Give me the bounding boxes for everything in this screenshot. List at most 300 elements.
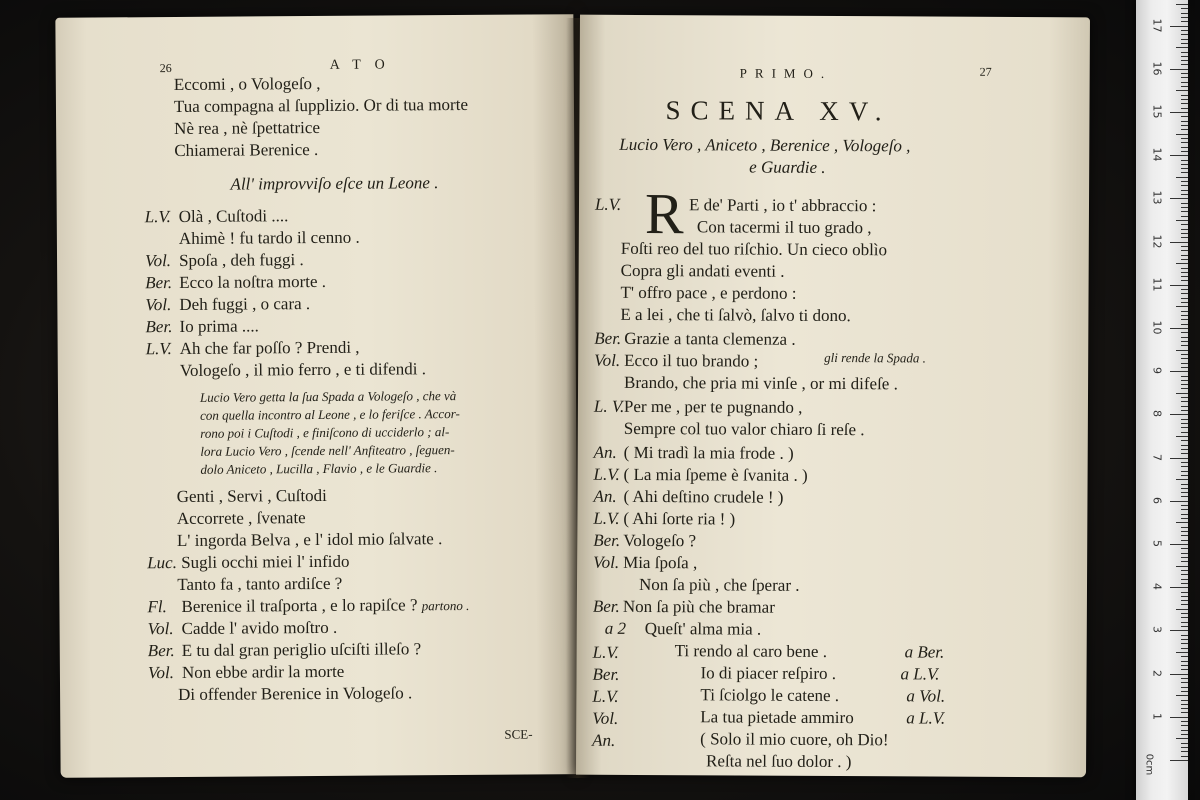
ruler-tick [1181, 665, 1188, 666]
speech: Per me , per te pugnando , [623, 396, 803, 417]
ruler-tick [1181, 224, 1188, 225]
ruler-tick [1170, 112, 1188, 113]
ruler-tick [1181, 574, 1188, 575]
text-line: Nè rea , nè ſpettatrice [174, 117, 321, 138]
ruler-tick [1170, 285, 1188, 286]
ruler-tick [1181, 194, 1188, 195]
ruler-tick [1181, 540, 1188, 541]
ruler-tick [1181, 108, 1188, 109]
ruler-tick [1176, 4, 1188, 5]
ruler-tick [1170, 198, 1188, 199]
ruler-tick [1181, 704, 1188, 705]
ruler-tick [1181, 121, 1188, 122]
ruler-tick [1181, 52, 1188, 53]
dialogue-line: E a lei , che ti ſalvò, ſalvo ti dono. [620, 304, 851, 326]
ruler-tick [1181, 583, 1188, 584]
dialogue-line [594, 329, 795, 350]
ruler-tick [1181, 99, 1188, 100]
ruler-tick [1181, 164, 1188, 165]
speaker: Vol. [594, 350, 621, 370]
speaker: Vol. [147, 619, 174, 639]
running-head: ATO [329, 57, 399, 73]
dialogue-line [179, 228, 360, 249]
speech: Grazie a tanta clemenza . [624, 328, 796, 349]
ruler-tick [1176, 350, 1188, 351]
dialogue-line: Brando, che pria mi vinſe , or mi difeſe . [624, 372, 898, 394]
ruler-tick [1181, 272, 1188, 273]
ruler-tick [1181, 432, 1188, 433]
ruler-tick [1181, 358, 1188, 359]
speech: Olà , Cuſtodi .... [178, 206, 289, 226]
page-number: 26 [159, 61, 172, 76]
ruler-tick [1181, 484, 1188, 485]
ruler-tick [1181, 13, 1188, 14]
ruler-tick [1181, 617, 1188, 618]
dialogue-line: E de' Parti , io t' abbraccio : [688, 195, 877, 216]
ruler-tick [1181, 751, 1188, 752]
dialogue-line [145, 250, 304, 271]
dialogue-line [148, 662, 345, 683]
speaker: Ber. [145, 273, 173, 293]
addressee: a Vol. [906, 686, 946, 706]
ruler-tick [1181, 527, 1188, 528]
speech: Queſt' alma mia . [644, 619, 762, 639]
ruler-tick [1181, 514, 1188, 515]
speaker: An. [593, 442, 617, 462]
ruler-number: 17 [1150, 18, 1164, 33]
speech: Spoſa , deh fuggi . [178, 250, 304, 270]
ruler-tick [1181, 730, 1188, 731]
ruler-tick [1176, 566, 1188, 567]
ruler-tick [1176, 134, 1188, 135]
ruler-tick [1181, 557, 1188, 558]
ruler-tick [1181, 423, 1188, 424]
ruler-tick [1181, 440, 1188, 441]
dialogue-line [147, 552, 349, 573]
dialogue-line [145, 272, 326, 293]
dialogue-line [148, 639, 421, 661]
speech: Accorrete , ſvenate [176, 508, 306, 528]
ruler-tick [1181, 125, 1188, 126]
ruler-tick [1181, 535, 1188, 536]
dialogue-line [605, 619, 761, 640]
text-line: Tua compagna al ſupplizio. Or di tua morte [173, 94, 469, 116]
ruler-tick [1181, 276, 1188, 277]
ruler-tick [1170, 717, 1188, 718]
characters-list-cont: e Guardie . [749, 157, 826, 177]
dialogue-line [593, 553, 697, 574]
ruler-tick [1176, 522, 1188, 523]
dialogue-line [594, 397, 803, 418]
ruler-tick [1176, 47, 1188, 48]
speaker: Luc. [147, 552, 177, 573]
ruler-tick [1170, 155, 1188, 156]
right-page [576, 15, 1090, 778]
ruler-tick [1170, 587, 1188, 588]
ruler-tick [1181, 700, 1188, 701]
ruler-number: 3 [1150, 626, 1164, 634]
dialogue-line [594, 351, 758, 372]
ruler-tick [1176, 306, 1188, 307]
stage-line: dolo Aniceto , Lucilla , Flavio , e le Guardie . [200, 460, 438, 477]
ruler-tick [1181, 185, 1188, 186]
ruler-number: 15 [1150, 104, 1164, 119]
ruler-number: 7 [1150, 453, 1164, 461]
measuring-ruler [1136, 0, 1188, 800]
ruler-tick [1181, 466, 1188, 467]
ruler-tick [1170, 328, 1188, 329]
ruler-tick [1181, 181, 1188, 182]
dialogue-line [594, 465, 808, 486]
speech: Berenice il traſporta , e lo rapiſce ? [181, 595, 418, 616]
speech: ( La mia ſpeme è ſvanita . ) [623, 464, 808, 485]
ruler-tick [1181, 687, 1188, 688]
speaker: Ber. [592, 664, 620, 684]
ruler-tick [1181, 453, 1188, 454]
dialogue-line [177, 529, 442, 551]
ruler-number: 14 [1150, 147, 1164, 162]
ruler-tick [1181, 280, 1188, 281]
ruler-tick [1181, 471, 1188, 472]
speaker: An. [593, 486, 617, 506]
ruler-tick [1181, 613, 1188, 614]
ruler-tick [1181, 341, 1188, 342]
ruler-tick [1181, 319, 1188, 320]
ruler-tick [1181, 60, 1188, 61]
ruler-tick [1181, 354, 1188, 355]
ruler-tick [1170, 674, 1188, 675]
speech: Mia ſpoſa , [623, 552, 698, 573]
page-number: 27 [979, 64, 992, 79]
speaker: L.V. [592, 686, 619, 706]
ruler-tick [1181, 289, 1188, 290]
ruler-tick [1181, 376, 1188, 377]
speaker: L.V. [594, 194, 622, 214]
speech: Genti , Servi , Cuſtodi [176, 485, 327, 506]
ruler-tick [1181, 298, 1188, 299]
stage-line: lora Lucio Vero , ſcende nell' Anfiteatro , ſeguen- [200, 442, 455, 459]
ruler-tick [1181, 207, 1188, 208]
ruler-tick [1181, 315, 1188, 316]
dialogue-line [147, 595, 469, 618]
ruler-number: 10 [1150, 320, 1164, 335]
ruler-tick [1181, 488, 1188, 489]
dialogue-line [593, 597, 775, 618]
ruler-tick [1176, 436, 1188, 437]
speaker: Ber. [593, 530, 621, 550]
ruler-tick [1181, 518, 1188, 519]
ruler-tick [1181, 190, 1188, 191]
speaker: L.V. [145, 339, 172, 359]
ruler-tick [1176, 177, 1188, 178]
speech: Sugli occhi miei l' infido [181, 551, 350, 572]
ruler-tick [1176, 609, 1188, 610]
ruler-tick [1181, 116, 1188, 117]
ruler-tick [1181, 743, 1188, 744]
ruler-tick [1181, 34, 1188, 35]
ruler-tick [1181, 367, 1188, 368]
ruler-tick [1181, 332, 1188, 333]
dialogue-line [145, 294, 310, 315]
ruler-number: 5 [1150, 540, 1164, 547]
ruler-tick [1181, 496, 1188, 497]
ruler-tick [1181, 626, 1188, 627]
ruler-tick [1170, 501, 1188, 502]
ruler-tick [1181, 73, 1188, 74]
speaker: Vol. [144, 251, 172, 271]
ruler-tick [1181, 475, 1188, 476]
speech: ( Ahi ſorte ria ! ) [623, 508, 736, 529]
speech: Io prima .... [179, 316, 259, 336]
ruler-tick [1181, 384, 1188, 385]
ruler-tick [1181, 509, 1188, 510]
ruler-tick [1181, 233, 1188, 234]
dialogue-line: T' offro pace , e perdono : [620, 282, 797, 303]
speech: Tanto fa , tanto ardiſce ? [177, 573, 343, 594]
dialogue-line: Copra gli andati eventi . [620, 260, 785, 281]
ruler-tick [1181, 237, 1188, 238]
ruler-tick [1181, 39, 1188, 40]
ruler-number: 9 [1150, 367, 1164, 375]
stage-note: gli rende la Spada . [824, 349, 926, 366]
speech: E tu dal gran periglio uſciſti illeſo ? [181, 639, 422, 660]
speech: Ecco la noſtra morte . [179, 271, 327, 292]
ruler-tick [1181, 721, 1188, 722]
speaker: Ber. [594, 328, 622, 348]
speech: Ahimè ! fu tardo il cenno . [178, 227, 360, 248]
dialogue-line [148, 618, 338, 639]
ruler-tick [1181, 661, 1188, 662]
speech: Non ebbe ardir la morte [181, 661, 345, 682]
ruler-tick [1176, 652, 1188, 653]
speaker: Ber. [145, 317, 173, 337]
ruler-tick [1181, 129, 1188, 130]
ruler-tick [1181, 160, 1188, 161]
speaker: Vol. [593, 552, 620, 572]
ruler-tick [1181, 622, 1188, 623]
speech: Non ſa più che bramar [622, 596, 775, 617]
ruler-tick [1181, 43, 1188, 44]
speaker: L. V. [593, 396, 625, 416]
ruler-tick [1181, 246, 1188, 247]
speaker: L.V. [144, 207, 171, 227]
dialogue-line: Con tacermi il tuo grado , [696, 217, 872, 238]
scene-title: SCENA XV. [665, 95, 892, 127]
dialogue-line: Io di piacer reſpiro . [700, 663, 837, 684]
ruler-tick [1181, 147, 1188, 148]
ruler-tick [1181, 172, 1188, 173]
ruler-tick [1181, 531, 1188, 532]
ruler-tick [1181, 21, 1188, 22]
dialogue-line [177, 574, 342, 595]
ruler-tick [1170, 26, 1188, 27]
ruler-number: 4 [1150, 583, 1164, 591]
text-line: Chiamerai Berenice . [174, 139, 319, 160]
dialogue-line: Non ſa più , che ſperar . [638, 574, 800, 595]
dropcap-letter: R [644, 181, 684, 247]
ruler-tick [1170, 760, 1188, 761]
ruler-tick [1181, 449, 1188, 450]
ruler-tick [1181, 8, 1188, 9]
speaker: Vol. [592, 708, 619, 728]
ruler-tick [1181, 734, 1188, 735]
ruler-tick [1181, 268, 1188, 269]
catchword: SCE- [504, 726, 533, 742]
ruler-tick [1181, 708, 1188, 709]
dialogue-line [593, 531, 696, 552]
speech: Cadde l' avido moſtro . [181, 617, 338, 638]
ruler-tick [1170, 458, 1188, 459]
ruler-tick [1181, 64, 1188, 65]
dialogue-line [177, 508, 306, 529]
ruler-tick [1181, 678, 1188, 679]
dialogue-line [146, 338, 360, 359]
ruler-tick [1181, 142, 1188, 143]
ruler-tick [1181, 388, 1188, 389]
dialogue-line [593, 487, 783, 508]
ruler-tick [1181, 211, 1188, 212]
ruler-tick [1181, 397, 1188, 398]
ruler-tick [1181, 570, 1188, 571]
ruler-tick [1181, 410, 1188, 411]
ruler-tick [1170, 242, 1188, 243]
ruler-tick [1181, 345, 1188, 346]
ruler-tick [1170, 371, 1188, 372]
ruler-tick [1181, 86, 1188, 87]
ruler-tick [1181, 682, 1188, 683]
ruler-tick [1181, 17, 1188, 18]
running-head: PRIMO. [739, 65, 833, 81]
speech: Ecco il tuo brando ; [624, 350, 759, 371]
speech: Deh fuggi , o cara . [179, 294, 311, 314]
ruler-tick [1176, 263, 1188, 264]
speaker: L.V. [593, 508, 620, 528]
ruler-number: 12 [1150, 234, 1164, 249]
ruler-tick [1181, 648, 1188, 649]
ruler-tick [1176, 90, 1188, 91]
stage-line: con quella incontro al Leone , e lo feriſce . Accor- [200, 406, 460, 423]
ruler-tick [1181, 229, 1188, 230]
ruler-tick [1181, 505, 1188, 506]
ruler-tick [1181, 203, 1188, 204]
speaker: Vol. [147, 663, 174, 683]
ruler-number: 2 [1150, 669, 1164, 677]
ruler-tick [1181, 604, 1188, 605]
ruler-tick [1170, 544, 1188, 545]
ruler-tick [1181, 643, 1188, 644]
ruler-tick [1181, 302, 1188, 303]
characters-list: Lucio Vero , Aniceto , Berenice , Vologeſo , [619, 134, 911, 156]
speaker: Vol. [145, 295, 172, 315]
speaker: Ber. [147, 640, 175, 661]
speaker: a 2 [604, 618, 627, 638]
ruler-tick [1181, 250, 1188, 251]
ruler-tick [1181, 639, 1188, 640]
ruler-tick [1181, 95, 1188, 96]
ruler-tick [1181, 548, 1188, 549]
ruler-tick [1181, 311, 1188, 312]
ruler-tick [1181, 401, 1188, 402]
stage-line: Lucio Vero getta la ſua Spada a Vologeſo , che và [199, 388, 457, 405]
dialogue-line: ( Solo il mio cuore, oh Dio! [700, 729, 889, 750]
ruler-tick [1181, 168, 1188, 169]
speech: Di offender Berenice in Vologeſo . [178, 683, 413, 704]
ruler-tick [1181, 293, 1188, 294]
ruler-tick [1181, 380, 1188, 381]
ruler-tick [1181, 462, 1188, 463]
ruler-tick [1181, 561, 1188, 562]
speech: Vologeſo , il mio ferro , e ti difendi . [179, 359, 427, 380]
speaker: An. [592, 730, 616, 750]
speaker: Fl. [147, 597, 167, 617]
ruler-tick [1181, 691, 1188, 692]
ruler-tick [1181, 363, 1188, 364]
ruler-number: 16 [1150, 61, 1164, 76]
ruler-tick [1181, 756, 1188, 757]
ruler-unit-label: 0cm [1143, 753, 1155, 776]
dialogue-line: La tua pietade ammiro [700, 707, 854, 728]
dialogue-line [593, 509, 735, 530]
ruler-tick [1181, 553, 1188, 554]
stage-line: rono poi i Cuſtodi , e finiſcono di ucciderlo ; al- [200, 424, 450, 441]
ruler-tick [1170, 414, 1188, 415]
ruler-tick [1181, 406, 1188, 407]
ruler-tick [1181, 30, 1188, 31]
dialogue-line: Reſta nel ſuo dolor . ) [706, 751, 852, 772]
ruler-tick [1181, 427, 1188, 428]
speech: Vologeſo ? [623, 530, 697, 551]
text-line: Eccomi , o Vologeſo , [173, 73, 321, 94]
dialogue-line: Ti ſciolgo le catene . [700, 685, 840, 706]
speaker: L.V. [593, 464, 620, 484]
dialogue-line [180, 359, 426, 381]
ruler-tick [1181, 103, 1188, 104]
dialogue-line: Foſti reo del tuo riſchio. Un cieco oblìo [620, 238, 888, 260]
dialogue-line: Ti rendo al caro bene . [674, 641, 828, 661]
ruler-tick [1170, 630, 1188, 631]
ruler-number: 8 [1150, 410, 1164, 418]
ruler-number: 6 [1150, 496, 1164, 504]
ruler-tick [1181, 82, 1188, 83]
dialogue-line: Sempre col tuo valor chiaro ſi reſe . [623, 418, 865, 440]
ruler-tick [1181, 259, 1188, 260]
speech: Ah che far poſſo ? Prendi , [179, 337, 360, 358]
dialogue-line [145, 206, 289, 227]
left-page [55, 14, 578, 778]
exit-direction: partono . [421, 597, 470, 614]
ruler-tick [1181, 596, 1188, 597]
dialogue-line [145, 316, 258, 337]
dialogue-line [177, 486, 327, 507]
ruler-tick [1181, 445, 1188, 446]
ruler-tick [1176, 695, 1188, 696]
ruler-tick [1181, 151, 1188, 152]
speech: ( Mi tradì la mia frode . ) [623, 442, 794, 463]
ruler-tick [1181, 138, 1188, 139]
stage-direction: All' improvviſo eſce un Leone . [230, 173, 439, 194]
addressee: a L.V. [906, 708, 946, 728]
speech: L' ingorda Belva , e l' idol mio ſalvate . [176, 529, 443, 550]
ruler-tick [1170, 69, 1188, 70]
ruler-tick [1181, 579, 1188, 580]
ruler-tick [1181, 77, 1188, 78]
ruler-tick [1176, 220, 1188, 221]
ruler-tick [1181, 419, 1188, 420]
ruler-tick [1181, 635, 1188, 636]
speaker: L.V. [592, 642, 619, 662]
ruler-tick [1176, 738, 1188, 739]
ruler-tick [1181, 56, 1188, 57]
